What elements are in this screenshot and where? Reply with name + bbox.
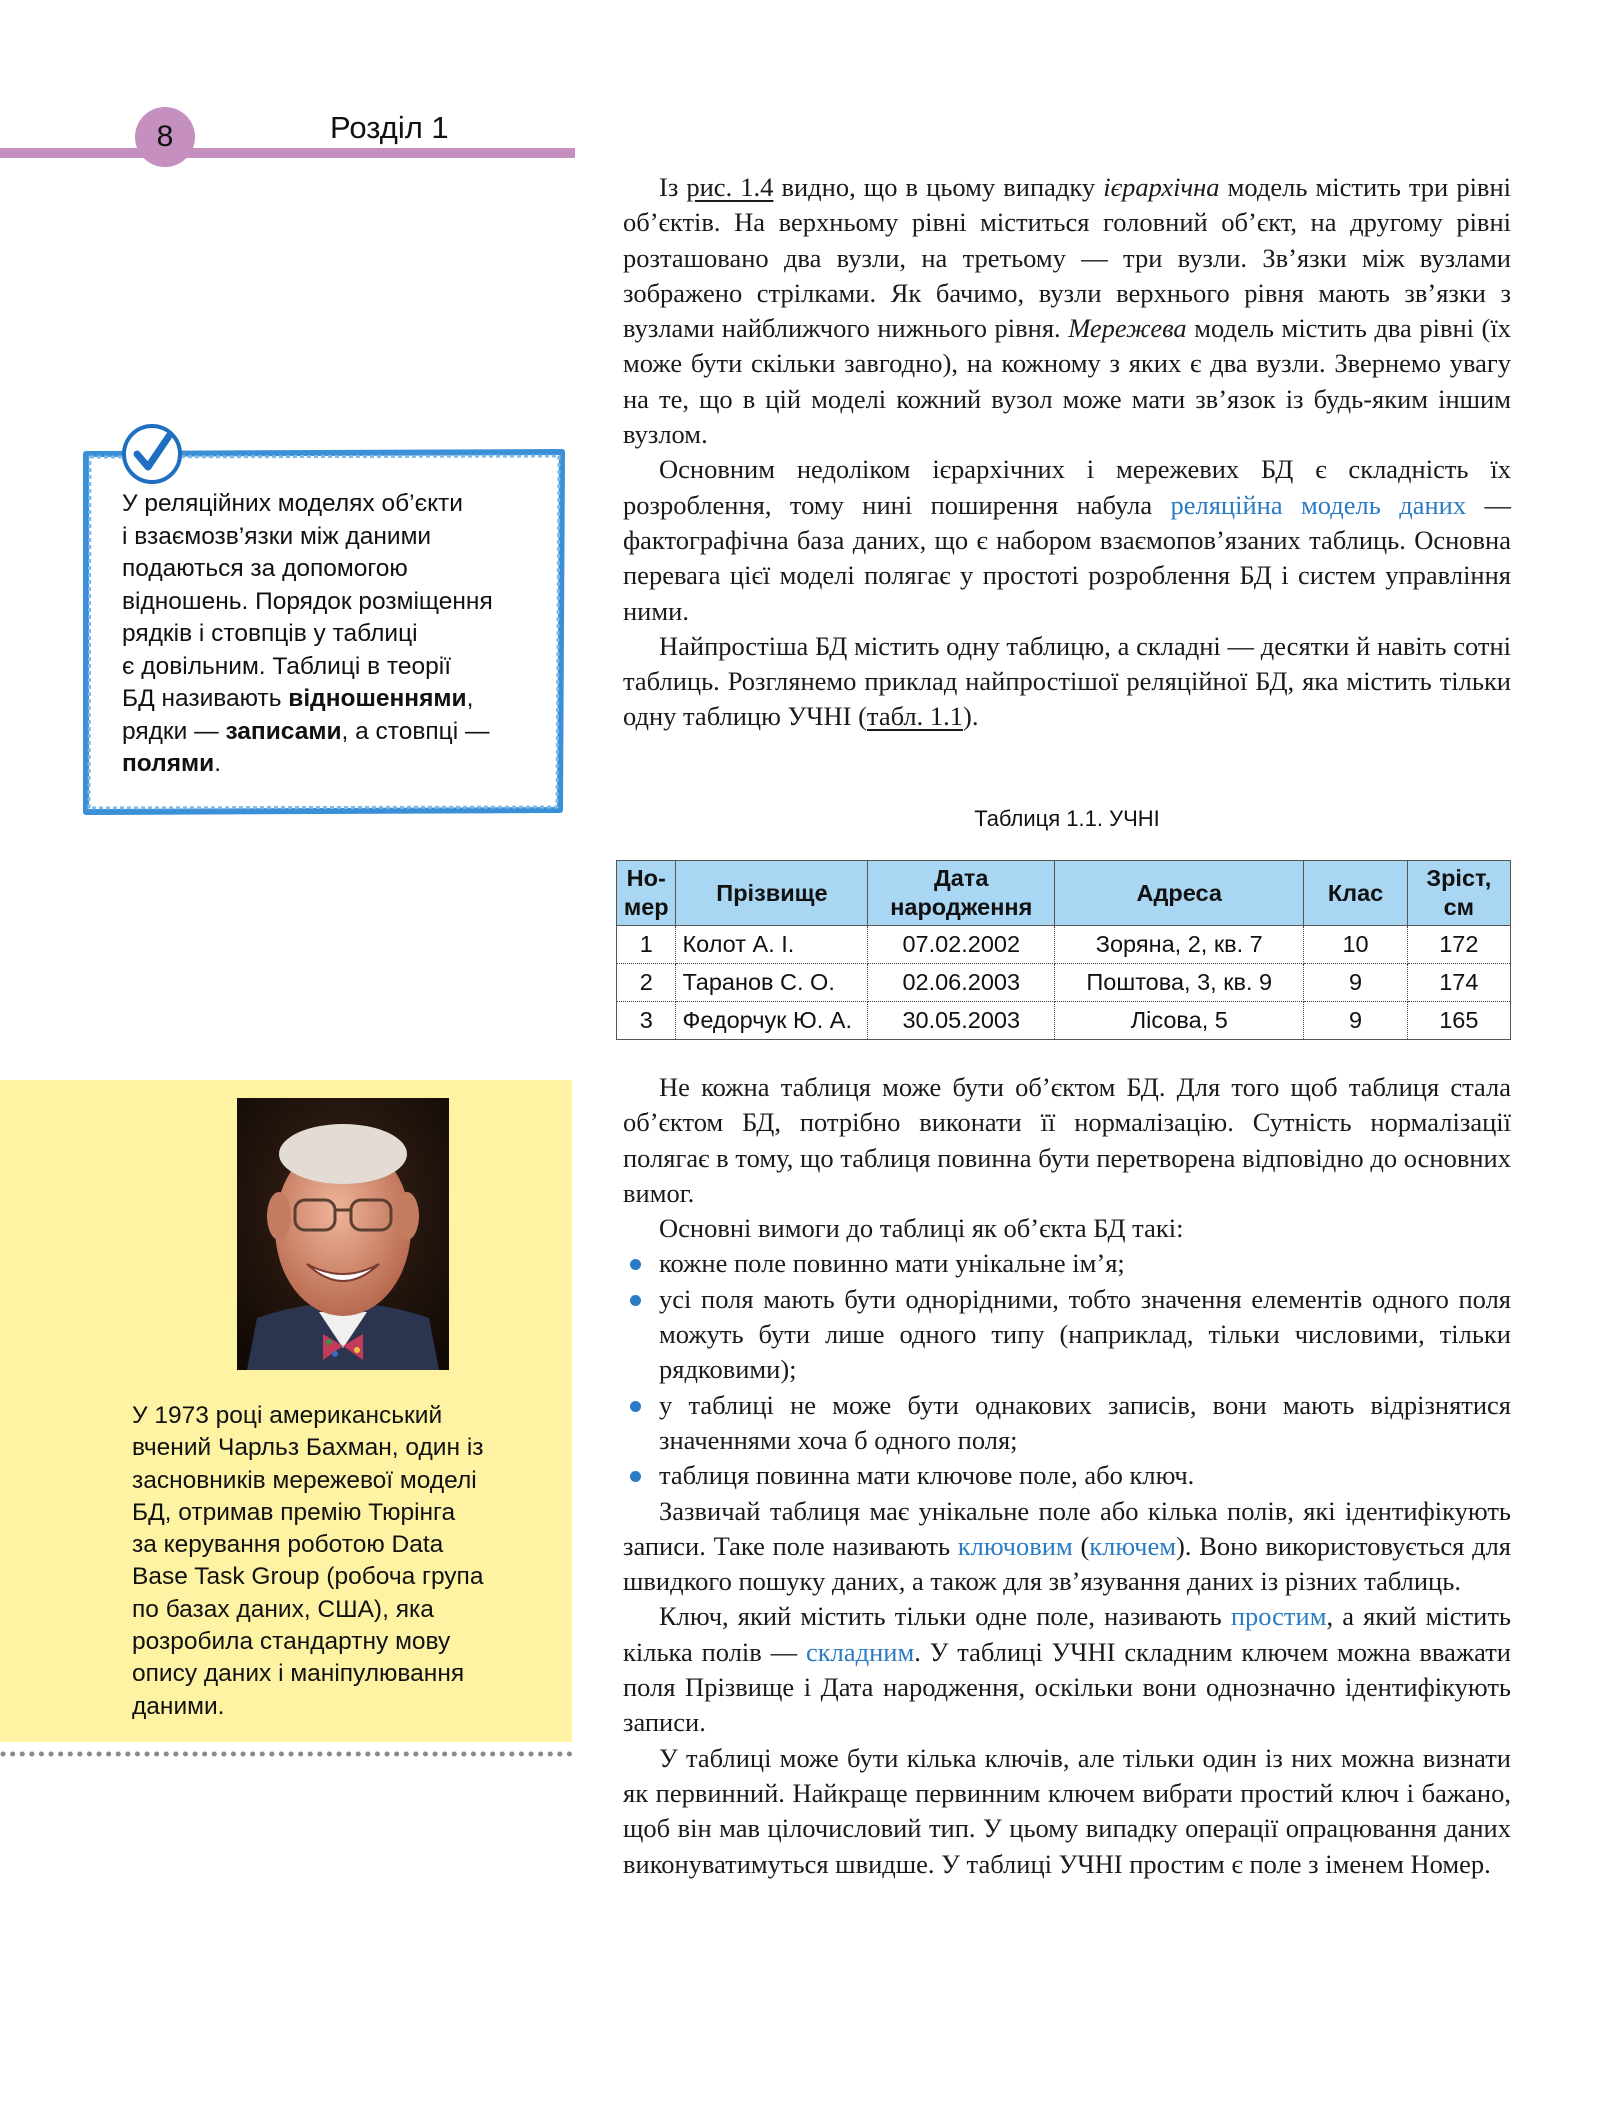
bio-line: У 1973 році американський xyxy=(132,1402,443,1429)
term-hierarchical: ієрархічна xyxy=(1103,172,1220,202)
note-line: рядків і стовпців у таблиці xyxy=(122,620,418,647)
paragraph: Ключ, який містить тільки одне поле, називають простим, а який містить кілька полів — складним. У таблиці УЧНІ складним ключем можна вважати поля Прізвище і Дата народження, оскільки вони однозначно ідентифікують записи. xyxy=(623,1601,1511,1738)
list-item: кожне поле повинно мати унікальне ім’я; xyxy=(623,1246,1511,1281)
table-row xyxy=(617,926,1511,964)
term-key-field: ключовим xyxy=(957,1530,1073,1561)
column-header: Но- мер xyxy=(617,861,676,926)
table-row xyxy=(617,1002,1511,1040)
term-network: Мережева xyxy=(1068,313,1187,344)
table-cell: 2 xyxy=(617,964,676,1002)
list-item: таблиця повинна мати ключове поле, або ключ. xyxy=(623,1458,1511,1493)
table-cell: 172 xyxy=(1407,926,1510,964)
students-table xyxy=(616,860,1511,1040)
table-cell: Зоряна, 2, кв. 7 xyxy=(1055,926,1304,964)
main-text-upper xyxy=(623,170,1511,735)
column-header: Зріст, см xyxy=(1407,861,1510,926)
section-title: Розділ 1 xyxy=(330,110,449,145)
paragraph: Із рис. 1.4 видно, що в цьому випадку ієрархічна модель містить три рівні об’єктів. На верхньому рівні міститься головний об’єкт, на другому рівні розташовано два вузли, на третьому — три вузли. Зв’язки між вузлами зображено стрілками. Як бачимо, вузли верхнього рівня мають зв’язки з вузлами найближчого нижнього рівня. Мережева модель містить два рівні (їх може бути скільки завгодно), на кожному з яких є два вузли. Звернемо увагу на те, що в цій моделі кожний вузол може мати зв’язок із будь-яким іншим вузлом. xyxy=(623,172,1511,450)
table-cell: 02.06.2003 xyxy=(868,964,1055,1002)
bio-line: засновників мережевої моделі xyxy=(132,1466,477,1494)
bio-line: опису даних і маніпулювання xyxy=(132,1660,465,1688)
term-fields: полями xyxy=(122,750,215,777)
paragraph: Найпростіша БД містить одну таблицю, а складні — десятки й навіть сотні таблиць. Розглянемо приклад найпростішої реляційної БД, яка містить тільки одну таблицю УЧНІ (табл. 1.1). xyxy=(623,630,1511,732)
bio-line: за керування роботою Data xyxy=(132,1531,444,1559)
column-header: Прізвище xyxy=(676,861,868,926)
table-row xyxy=(617,964,1511,1002)
main-text-lower xyxy=(623,1070,1511,1882)
table-cell: 3 xyxy=(617,1002,676,1040)
note-line: подаються за допомогою xyxy=(122,555,408,582)
table-cell: 9 xyxy=(1304,964,1407,1002)
term-key: ключем xyxy=(1089,1530,1177,1561)
table-cell: 165 xyxy=(1407,1002,1510,1040)
bio-line: Base Task Group (робоча група xyxy=(132,1563,484,1591)
note-line: БД називають відношеннями, xyxy=(122,685,474,712)
column-header: Клас xyxy=(1304,861,1407,926)
bio-text xyxy=(132,1400,542,1723)
table-cell: 9 xyxy=(1304,1002,1407,1040)
table-cell: 174 xyxy=(1407,964,1510,1002)
note-line: полями. xyxy=(122,750,222,777)
note-line: рядки — записами, а стовпці — xyxy=(122,717,490,745)
table-cell: 07.02.2002 xyxy=(868,926,1055,964)
note-line: У реляційних моделях об’єкти xyxy=(122,490,463,517)
paragraph: Основні вимоги до таблиці як об’єкта БД такі: xyxy=(659,1213,1184,1244)
dotted-divider xyxy=(0,1751,572,1757)
bio-line: БД, отримав премію Тюрінга xyxy=(132,1498,456,1526)
table-reference-link[interactable]: табл. 1.1 xyxy=(866,701,964,732)
page-number: 8 xyxy=(135,107,195,167)
term-simple-key: простим xyxy=(1230,1601,1327,1632)
bio-line: розробила стандартну мову xyxy=(132,1628,451,1656)
note-box xyxy=(80,448,568,816)
table-cell: 30.05.2003 xyxy=(868,1002,1055,1040)
table-cell: Лісова, 5 xyxy=(1055,1002,1304,1040)
table-cell: Поштова, 3, кв. 9 xyxy=(1055,964,1304,1002)
paragraph: У таблиці може бути кілька ключів, але тільки один із них можна визнати як первинний. Найкраще первинним ключем вибрати простий ключ і бажано, щоб він мав цілочисловий тип. У цьому випадку операції опрацювання даних виконуватимуться швидше. У таблиці УЧНІ простим є поле з іменем Номер. xyxy=(623,1742,1511,1879)
bio-line: по базах даних, США), яка xyxy=(132,1595,434,1623)
table-cell: 10 xyxy=(1304,926,1407,964)
bio-line: даними. xyxy=(132,1692,225,1720)
table-cell: 1 xyxy=(617,926,676,964)
paragraph: Не кожна таблиця може бути об’єктом БД. Для того щоб таблиця стала об’єктом БД, потрібно виконати її нормалізацію. Сутність нормалізації полягає в тому, що таблиця повинна бути перетворена відповідно до основних вимог. xyxy=(623,1072,1511,1208)
term-relations: відношеннями xyxy=(288,685,467,712)
term-records: записами xyxy=(225,717,342,745)
header-rule xyxy=(0,148,575,158)
bio-line: вчений Чарльз Бахман, один із xyxy=(132,1434,484,1462)
table-caption: Таблиця 1.1. УЧНІ xyxy=(974,806,1160,831)
list-item: у таблиці не може бути однакових записів, вони мають відрізнятися значеннями хоча б одного поля; xyxy=(623,1388,1511,1459)
table-header-row xyxy=(617,861,1511,926)
term-relational-model: реляційна модель даних xyxy=(1170,489,1467,520)
portrait-photo xyxy=(237,1098,449,1370)
table-cell: Федорчук Ю. А. xyxy=(676,1002,868,1040)
column-header: Адреса xyxy=(1055,861,1304,926)
note-line: відношень. Порядок розміщення xyxy=(122,587,493,615)
note-text xyxy=(122,488,562,781)
requirements-list xyxy=(623,1246,1511,1493)
note-line: і взаємозв’язки між даними xyxy=(122,522,432,550)
figure-reference-link[interactable]: рис. 1.4 xyxy=(686,172,774,202)
checkmark-icon xyxy=(120,422,184,486)
table-cell: Таранов С. О. xyxy=(676,964,868,1002)
table-cell: Колот А. І. xyxy=(676,926,868,964)
list-item: усі поля мають бути однорідними, тобто значення елементів одного поля можуть бути лише одного типу (наприклад, тільки числовими, тільки рядковими); xyxy=(623,1282,1511,1388)
column-header: Дата народження xyxy=(868,861,1055,926)
paragraph: Зазвичай таблиця має унікальне поле або кілька полів, які ідентифікують записи. Таке поле називають ключовим (ключем). Воно використовується для швидкого пошуку даних, а також для зв’язування даних із різних таблиць. xyxy=(623,1495,1511,1597)
paragraph: Основним недоліком ієрархічних і мережевих БД є складність їх розроблення, тому нині поширення набула реляційна модель даних — фактографічна база даних, що є набором взаємопов’язаних таблиць. Основна перевага цієї моделі полягає у простоті розроблення БД і систем управління ними. xyxy=(623,454,1512,626)
note-line: є довільним. Таблиці в теорії xyxy=(122,652,452,680)
term-composite-key: складним xyxy=(805,1636,915,1667)
